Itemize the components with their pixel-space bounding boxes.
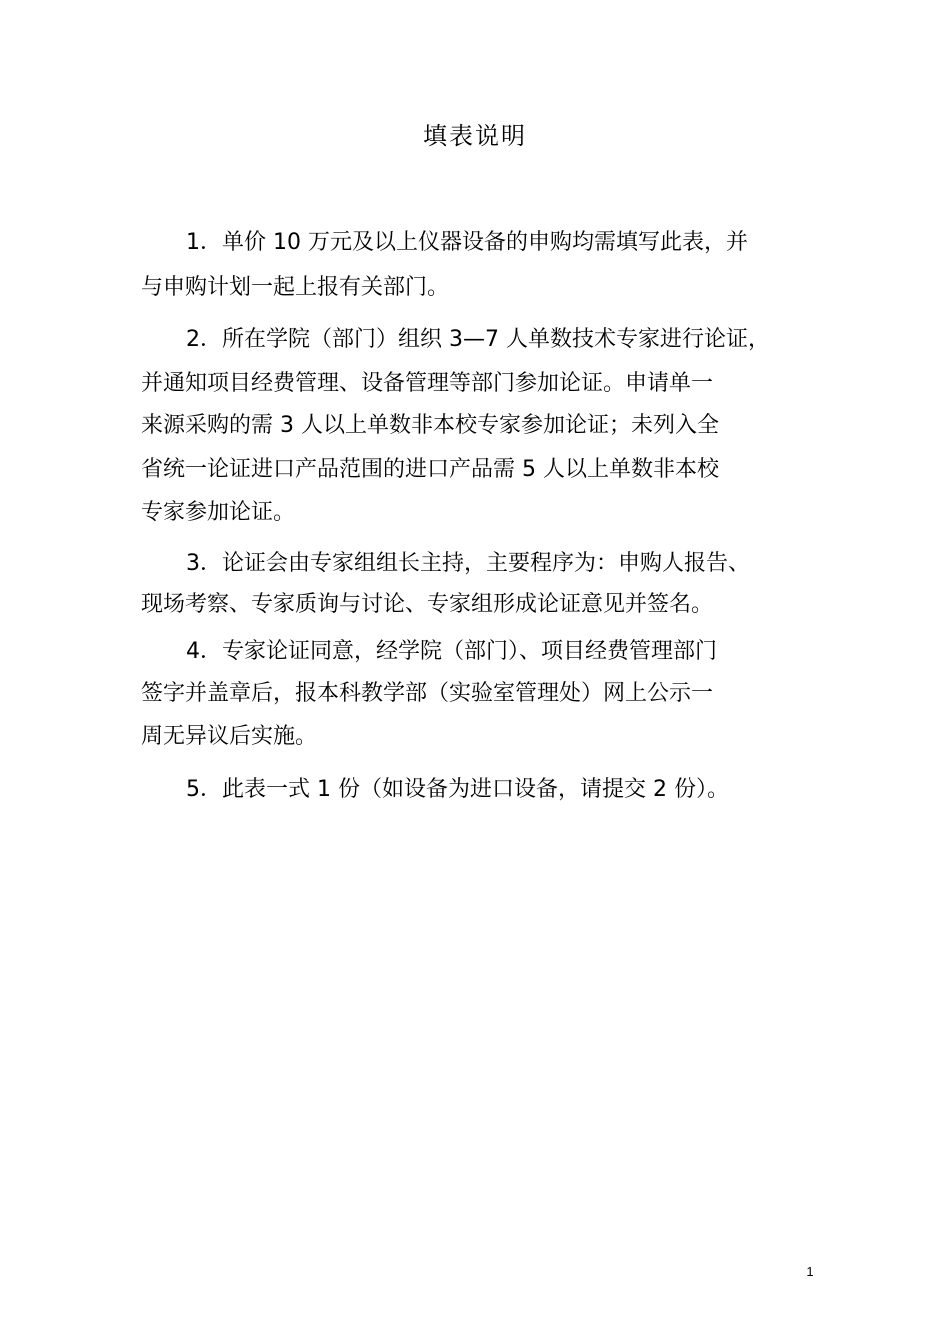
item-3-line-1: 3．论证会由专家组组长主持，主要程序为：申购人报告、 xyxy=(186,551,750,576)
item-4-line-1: 4．专家论证同意，经学院（部门）、项目经费管理部门 xyxy=(186,639,717,664)
item-4-line-2: 签字并盖章后，报本科教学部（实验室管理处）网上公示一 xyxy=(141,681,714,706)
item-2-line-5: 专家参加论证。 xyxy=(141,500,296,525)
item-4-line-3: 周无异议后实施。 xyxy=(141,724,318,749)
item-1-line-2: 与申购计划一起上报有关部门。 xyxy=(141,275,450,300)
item-2-line-4: 省统一论证进口产品范围的进口产品需 5 人以上单数非本校 xyxy=(141,457,719,482)
item-2-line-1: 2．所在学院（部门）组织 3—7 人单数技术专家进行论证， xyxy=(186,327,770,352)
page-number: 1 xyxy=(806,1264,814,1279)
page-title: 填表说明 xyxy=(423,122,527,150)
item-2-line-3: 来源采购的需 3 人以上单数非本校专家参加论证；未列入全 xyxy=(141,413,719,438)
item-5-line-1: 5．此表一式 1 份（如设备为进口设备，请提交 2 份）。 xyxy=(186,777,729,802)
item-1-line-1: 1．单价 10 万元及以上仪器设备的申购均需填写此表，并 xyxy=(186,230,748,255)
item-3-line-2: 现场考察、专家质询与讨论、专家组形成论证意见并签名。 xyxy=(141,592,714,617)
item-2-line-2: 并通知项目经费管理、设备管理等部门参加论证。申请单一 xyxy=(141,371,714,396)
